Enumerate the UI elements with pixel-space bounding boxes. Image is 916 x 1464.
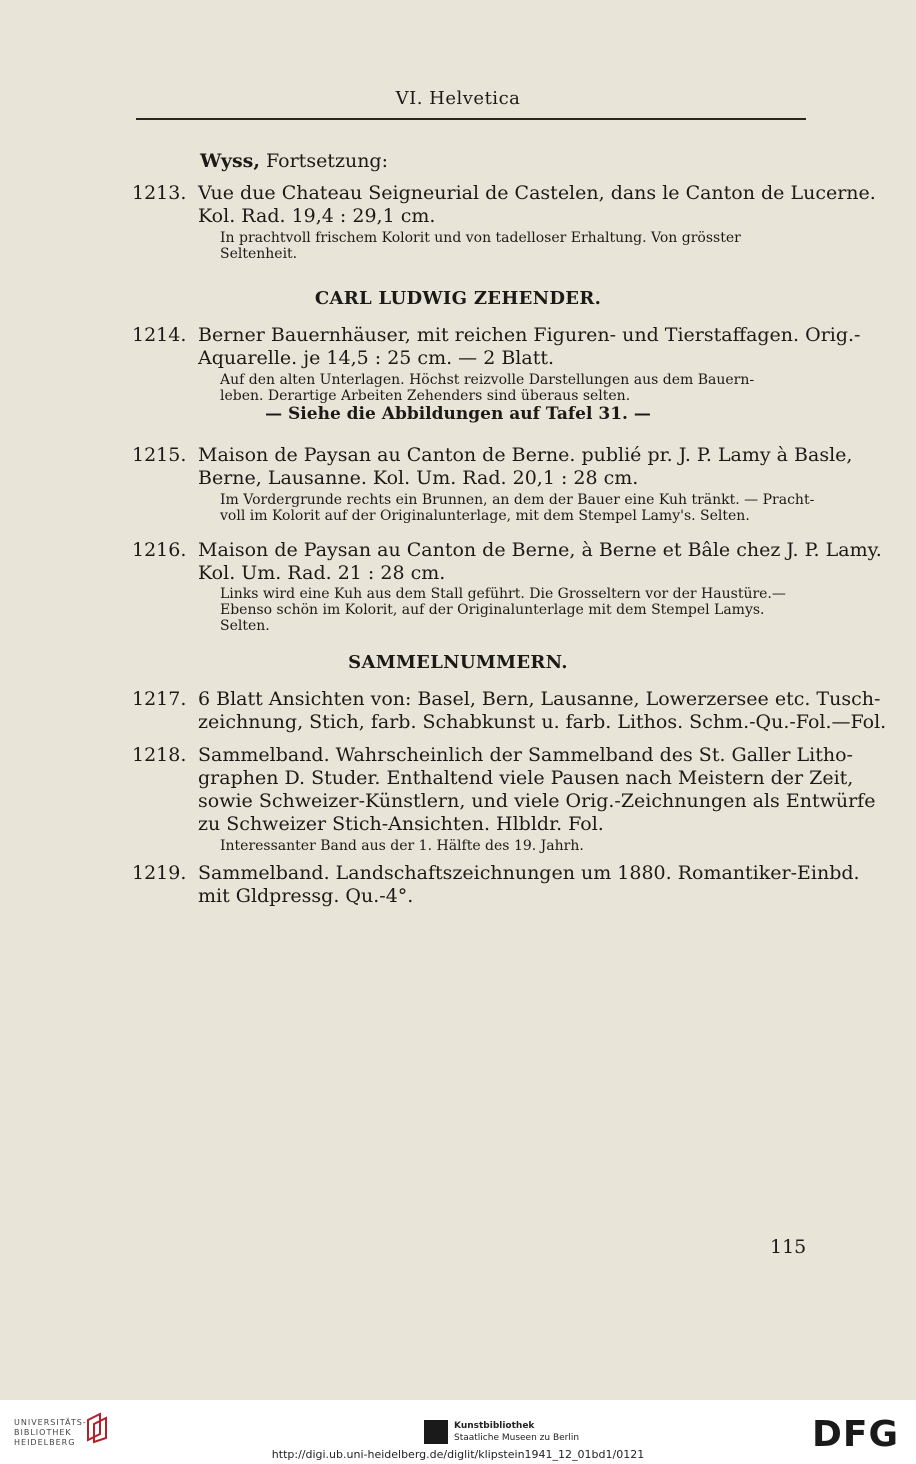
entry-line: Vue due Chateau Seigneurial de Castelen, dans le Canton de Lucerne. xyxy=(198,182,876,204)
entry-line: Sammelband. Landschaftszeichnungen um 1880. Romantiker-Einbd. xyxy=(198,862,860,884)
entry-note: Im Vordergrunde rechts ein Brunnen, an dem der Bauer eine Kuh tränkt. — Pracht- xyxy=(220,492,815,508)
entry-line: 6 Blatt Ansichten von: Basel, Bern, Lausanne, Lowerzersee etc. Tusch- xyxy=(198,688,881,710)
entry-number: 1216. xyxy=(132,539,187,561)
entry-number: 1213. xyxy=(132,182,187,204)
kb-subtitle: Staatliche Museen zu Berlin xyxy=(454,1433,580,1443)
entry-line: zeichnung, Stich, farb. Schabkunst u. farb. Lithos. Schm.-Qu.-Fol.—Fol. xyxy=(198,711,887,733)
entry-note: Links wird eine Kuh aus dem Stall geführt. Die Grosseltern vor der Haustüre.— xyxy=(220,586,786,602)
entry-note: voll im Kolorit auf der Originalunterlage, mit dem Stempel Lamy's. Selten. xyxy=(220,508,750,524)
page-number: 115 xyxy=(770,1236,807,1258)
ub-heidelberg-label xyxy=(14,1418,87,1448)
permalink-url[interactable]: http://digi.ub.uni-heidelberg.de/diglit/klipstein1941_12_01bd1/0121 xyxy=(271,1448,645,1461)
section-heading-sammelnummern: SAMMELNUMMERN. xyxy=(348,652,568,673)
ub-line: HEIDELBERG xyxy=(14,1438,76,1447)
entry-line: Kol. Rad. 19,4 : 29,1 cm. xyxy=(198,205,436,227)
entry-note: Seltenheit. xyxy=(220,246,298,262)
entry-line: Maison de Paysan au Canton de Berne, à Berne et Bâle chez J. P. Lamy. xyxy=(198,539,882,561)
entry-line: graphen D. Studer. Enthaltend viele Pausen nach Meistern der Zeit, xyxy=(198,767,854,789)
entry-line: mit Gldpressg. Qu.-4°. xyxy=(198,885,414,907)
entry-note: In prachtvoll frischem Kolorit und von tadelloser Erhaltung. Von grösster xyxy=(220,230,741,246)
ub-line: BIBLIOTHEK xyxy=(14,1428,72,1437)
entry-number: 1215. xyxy=(132,444,187,466)
entry-line: sowie Schweizer-Künstlern, und viele Orig.-Zeichnungen als Entwürfe xyxy=(198,790,876,812)
entry-number: 1217. xyxy=(132,688,187,710)
kunstbibliothek-label xyxy=(454,1420,579,1444)
entry-note: Interessanter Band aus der 1. Hälfte des 19. Jahrh. xyxy=(220,838,584,854)
section-heading-zehender: CARL LUDWIG ZEHENDER. xyxy=(314,288,602,309)
entry-line: zu Schweizer Stich-Ansichten. Hlbldr. Fol. xyxy=(198,813,604,835)
entry-line: Kol. Um. Rad. 21 : 28 cm. xyxy=(198,562,446,584)
entry-line: Aquarelle. je 14,5 : 25 cm. — 2 Blatt. xyxy=(198,347,555,369)
continuation-label: Fortsetzung: xyxy=(266,150,388,172)
kb-title: Kunstbibliothek xyxy=(454,1421,535,1431)
entry-line: Berne, Lausanne. Kol. Um. Rad. 20,1 : 28 cm. xyxy=(198,467,639,489)
entry-line: Sammelband. Wahrscheinlich der Sammelband des St. Galler Litho- xyxy=(198,744,853,766)
entry-note: Ebenso schön im Kolorit, auf der Originalunterlage mit dem Stempel Lamys. xyxy=(220,602,765,618)
entry-line: Maison de Paysan au Canton de Berne. publié pr. J. P. Lamy à Basle, xyxy=(198,444,853,466)
kunstbibliothek-logo-icon xyxy=(424,1420,448,1444)
entry-note: Selten. xyxy=(220,618,270,634)
header-rule xyxy=(136,118,806,120)
plate-reference: — Siehe die Abbildungen auf Tafel 31. — xyxy=(265,404,651,424)
entry-number: 1214. xyxy=(132,324,187,346)
entry-line: Berner Bauernhäuser, mit reichen Figuren- und Tierstaffagen. Orig.- xyxy=(198,324,861,346)
ub-logo-icon xyxy=(84,1410,110,1446)
footer-bar xyxy=(0,1400,916,1464)
ub-line: UNIVERSITÄTS- xyxy=(14,1418,87,1427)
author-name: Wyss, xyxy=(200,150,260,172)
dfg-logo: DFG xyxy=(812,1414,900,1455)
running-header: VI. Helvetica xyxy=(395,88,521,109)
continuation-heading xyxy=(200,150,388,172)
entry-number: 1219. xyxy=(132,862,187,884)
entry-note: Auf den alten Unterlagen. Höchst reizvolle Darstellungen aus dem Bauern- xyxy=(220,372,755,388)
entry-number: 1218. xyxy=(132,744,187,766)
entry-note: leben. Derartige Arbeiten Zehenders sind überaus selten. xyxy=(220,388,631,404)
